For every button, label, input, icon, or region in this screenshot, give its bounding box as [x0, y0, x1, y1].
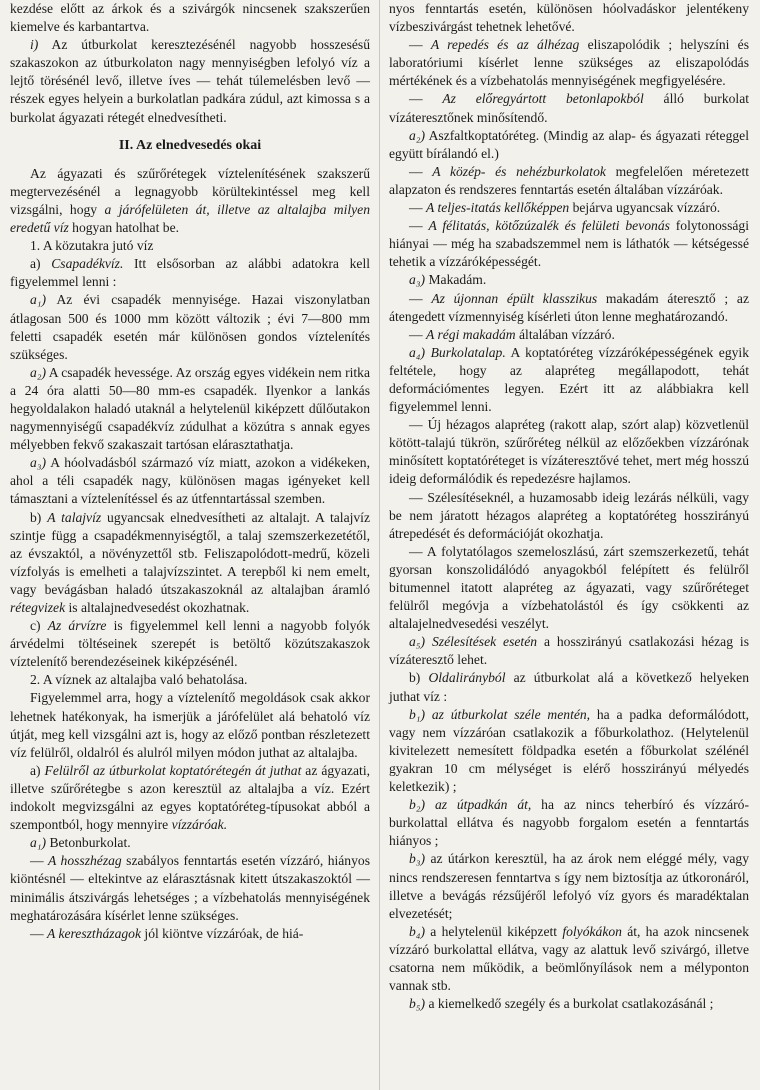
italic-text: a₃): [30, 455, 47, 471]
text-run: bejárva ugyancsak vízzáró.: [569, 200, 721, 216]
paragraph: [10, 509, 370, 618]
text-run: a): [30, 256, 52, 272]
italic-text: Burkolatalap.: [430, 344, 506, 360]
italic-text: A félitatás, kötőzúzalék és felületi bevonás: [428, 218, 670, 234]
italic-text: a₂): [409, 127, 426, 143]
paragraph: [389, 217, 749, 271]
text-run: 2. A víznek az altalajba való behatolása.: [30, 672, 248, 688]
paragraph: [389, 923, 749, 995]
text-run: A koptatóréteg vízzáróképességének egyik feltétele, hogy az alapréteg megállapodott, tehát deformációmentes legyen. Ezért itt az alábbiakra kell figyelemmel lenni.: [389, 344, 749, 415]
paragraph: [10, 671, 370, 689]
text-run: szabályos fenntartás esetén vízzáró, hiányos kiöntésnél — eltekintve az elárasztásnak kitett útszakaszoktól — minimális átszivárgás lehetséges ; a vízbehatolás mennyiségének meghatározására kísérlet lenne szükséges.: [10, 853, 370, 923]
italic-text: a₁): [30, 835, 47, 851]
paragraph: [389, 90, 749, 126]
paragraph: [389, 706, 749, 796]
italic-text: b₅): [409, 996, 426, 1012]
italic-text: az útpadkán át,: [434, 797, 532, 813]
italic-text: b₃): [409, 851, 426, 867]
left-column: [10, 0, 370, 943]
text-run: A hóolvadásból származó víz miatt, azokon a vidékeken, ahol a téli csapadék nagy, különösen magas igényeket kell támasztani a víztelenítéssel és az útfenntartással szemben.: [10, 455, 370, 507]
text-run: —: [409, 326, 426, 342]
section-heading: [10, 137, 370, 155]
text-run: kezdése előtt az árkok és a szivárgók nincsenek szakszerűen kiemelve és karbantartva.: [10, 1, 370, 35]
italic-text: Az újonnan épült klasszikus: [431, 290, 598, 306]
text-run: — Szélesítéseknél, a huzamosabb ideig lezárás nélküli, vagy be nem járatott hézagos alapréteg a koptatóréteg hosszirányú átrepedését és deformációját okozhatja.: [389, 489, 749, 541]
text-run: —: [30, 925, 47, 941]
paragraph: [389, 633, 749, 669]
text-run: Az ágyazati és szűrőrétegek víztelenítésének szakszerű megtervezésénél a legnagyobb körültekintéssel meg kell vizsgálni, hogy: [10, 165, 370, 217]
paragraph: [389, 36, 749, 90]
italic-text: a₅): [409, 634, 426, 650]
text-run: Figyelemmel arra, hogy a víztelenítő megoldások csak akkor lehetnek hatékonyak, ha ismerjük a járófelület alá behatoló víz útját, meg kell vizsgálni azt is, hogy az előző pontban részletezett víz felülről, oldalról és alulról milyen módon juthat az altalajba.: [10, 690, 370, 760]
italic-text: az útburkolat széle mentén,: [431, 706, 591, 722]
text-run: ugyancsak elnedvesítheti az altalajt. A talajvíz szintje függ a csapadékmennyiségtől, a talaj szemszerkezetétől, az évszaktól, a növényzettől stb. Feliszapolódott-medrű, közeli vízfolyás is emelheti a talajvízszintet. A terepből ki nem emelt, vagy bevágásban haladó útszakaszoknál az altalajban áramló: [10, 509, 370, 597]
column-divider: [379, 0, 380, 1090]
paragraph: [10, 364, 370, 454]
italic-text: Felülről az útburkolat koptatórétegén át juthat: [44, 762, 302, 778]
paragraph: [389, 326, 749, 344]
italic-text: A hosszhézag: [48, 853, 122, 869]
italic-text: A repedés és az álhézag: [430, 37, 580, 53]
text-run: —: [409, 37, 431, 53]
paragraph: [10, 237, 370, 255]
paragraph: [10, 36, 370, 126]
paragraph: [10, 454, 370, 508]
text-run: megfelelően méretezett alapzaton és rendszeres fenntartás esetén általában vízzáróak.: [389, 163, 750, 197]
italic-text: A keresztházagok: [47, 925, 142, 941]
text-run: álló burkolat vízáteresztőnek minősítendő.: [389, 91, 749, 125]
paragraph: [389, 127, 749, 163]
text-run: —: [409, 290, 432, 306]
paragraph: [10, 762, 370, 834]
text-run: a): [30, 762, 45, 778]
text-run: A csapadék hevessége. Az ország egyes vidékein nem ritka a 24 óra alatti 50—80 mm-es csapadék. Ilyenkor a lankás hegyoldalakon haladó utaknál a helytelenül kiképzett dűlőutakon nagymennyiségű csapadékvíz zúdulhat a közútra s annak egyes mélyebben fekvő szakaszait tartósan elárasztathatja.: [10, 364, 370, 453]
paragraph: [389, 489, 749, 543]
paragraph: [389, 669, 749, 705]
italic-text: b₁): [409, 706, 426, 722]
text-run: ha a padka deformálódott, vagy nem vízzáróan csatlakozik a főburkolathoz. (Helytelenül kivitelezett nemesített földpadka esetén a főburkolat szélénél gyakran 10 cm mélységet is elérő hosszirányú mélyedés keletkezik) ;: [389, 706, 750, 795]
italic-text: folyókákon: [562, 923, 622, 939]
italic-text: A teljes-itatás kellőképpen: [426, 200, 570, 216]
text-run: is altalajnedvesedést okozhatnak.: [65, 600, 250, 615]
text-run: [425, 707, 432, 722]
italic-text: Oldalirányból: [428, 670, 506, 686]
italic-text: b₂): [409, 797, 426, 813]
text-run: Az évi csapadék mennyisége. Hazai viszonylatban átlagosan 500 és 1000 mm között változik ; évi 7—800 mm feletti csapadék esetén már különösen gondos víztelenítés szükséges.: [10, 292, 370, 362]
italic-text: a₂): [30, 364, 47, 380]
paragraph: [10, 689, 370, 761]
text-run: nyos fenntartás esetén, különösen hóolvadáskor jelentékeny vízbeszivárgást tehetnek lehetővé.: [389, 1, 749, 35]
text-run: át, ha azok nincsenek vízzáró burkolattal ellátva, vagy az alattuk levő szivárgó, illetve csatorna nem működik, a beömlőnyílások nem a mélyponton vannak stb.: [389, 923, 749, 994]
paragraph: [10, 255, 370, 291]
right-column: [389, 0, 749, 1013]
italic-text: Csapadékvíz.: [51, 256, 124, 272]
paragraph: [389, 199, 749, 217]
text-run: hogyan hatolhat be.: [68, 220, 179, 236]
text-run: [425, 797, 435, 812]
text-run: jól kiöntve vízzáróak, de hiá-: [141, 925, 304, 941]
text-run: —: [409, 200, 426, 216]
text-run: a hosszirányú csatlakozási hézag is vízáteresztő lehet.: [389, 634, 749, 668]
text-run: b): [409, 670, 429, 686]
text-run: —: [409, 91, 443, 107]
italic-text: vízzáróak.: [171, 817, 228, 833]
text-run: Betonburkolat.: [46, 835, 131, 851]
text-run: Aszfaltkoptatóréteg. (Mindig az alap- és ágyazati réteggel együtt bírálandó el.): [389, 127, 749, 161]
text-run: —: [409, 163, 433, 179]
text-run: az ágyazati, illetve szűrőrétegbe s azon keresztül az altalajba a víz. Ezért indokolt megvizsgálni az egyes koptatóréteg-típusokat abból a szempontból, hogy mennyire: [10, 762, 370, 833]
italic-text: a₁): [30, 292, 47, 308]
text-run: az útárkon keresztül, ha az árok nem eléggé mély, vagy nincs rendszeresen fenntartva s így nem biztosítja az útkoronáról, illetve a bevágás rézsűjéről lefolyó víz gyors és maradéktalan elvezetését;: [389, 851, 749, 921]
text-run: b): [30, 509, 48, 525]
text-run: a helytelenül kiképzett: [425, 923, 563, 939]
text-run: — Új hézagos alapréteg (rakott alap, szórt alap) közvetlenül kötött-talajú tükrön, szűrőréteg nélkül az előzőekben vízzárónak minősített koptatóréteget is vízáteresztővé tehet, mert még hosszú ideig deformálódik és repedezésre hajlamos.: [389, 417, 749, 487]
paragraph: [389, 290, 749, 326]
paragraph: [389, 995, 749, 1013]
italic-text: a járófelületen át, illetve az altalajba milyen eredetű víz: [10, 201, 371, 236]
text-run: c): [30, 618, 48, 634]
paragraph: [10, 617, 370, 671]
italic-text: Szélesítések esetén: [431, 634, 538, 650]
paragraph: [389, 543, 749, 633]
paragraph: [10, 852, 370, 924]
italic-text: b₄): [409, 923, 426, 939]
text-run: ha az nincs teherbíró és vízzáró-burkolattal ellátva és nagyobb forgalom esetén a fenntartás hiányos ;: [389, 797, 749, 849]
text-run: eliszapolódik ; helyszíni és laboratóriumi kísérlet lenne szükséges az eliszapolódás mértékének és a vízbehatolás mennyiségének megfigyelésére.: [389, 37, 749, 89]
italic-text: A régi makadám: [426, 326, 516, 342]
paragraph: [10, 834, 370, 852]
text-run: folytonossági hiányai — még ha szabadszemmel nem is láthatók — kétségessé tehetik a vízzáróképességét.: [389, 218, 749, 270]
paragraph: [389, 0, 749, 36]
italic-text: a₄): [409, 344, 426, 360]
paragraph: [10, 925, 370, 943]
italic-text: A közép- és nehézburkolatok: [432, 163, 606, 179]
text-run: általában vízzáró.: [515, 326, 615, 342]
text-run: 1. A közutakra jutó víz: [30, 238, 154, 254]
paragraph: [389, 796, 749, 850]
paragraph: [389, 271, 749, 289]
text-run: makadám áteresztő ; az átengedett vízmennyiség kísérleti úton lenne meghatározandó.: [389, 290, 749, 324]
italic-text: Az árvízre: [47, 618, 107, 634]
paragraph: [389, 850, 749, 922]
text-run: [425, 634, 432, 649]
italic-text: Az előregyártott betonlapokból: [442, 91, 644, 107]
paragraph: [10, 291, 370, 363]
text-run: Itt elsősorban az alábbi adatokra kell figyelemmel lenni :: [10, 256, 370, 290]
italic-text: A talajvíz: [47, 509, 102, 525]
text-run: az útburkolat alá a következő helyeken juthat víz :: [389, 670, 749, 704]
paragraph: [389, 163, 749, 199]
paragraph: [10, 165, 370, 237]
italic-text: i): [30, 37, 39, 53]
text-run: —: [30, 853, 49, 869]
text-run: II. Az elnedvesedés okai: [118, 137, 262, 153]
paragraph: [389, 416, 749, 488]
text-run: Makadám.: [425, 272, 487, 288]
italic-text: a₃): [409, 272, 426, 288]
text-run: —: [409, 218, 429, 234]
text-run: Az útburkolat keresztezésénél nagyobb hosszesésű szakaszokon az útburkolaton nagy mennyiségben lefolyó víz a lejtő törésénél levő, illetve íves — tehát túlemelésben levő — részek egyes helyein a burkolatlan padkára zúdul, azt kimossa s a burkolat ágyazati rétegét elnedvesítheti.: [10, 37, 370, 125]
text-run: is figyelemmel kell lenni a nagyobb folyók árvédelmi töltéseinek szerepét is betöltő közútszakaszok víztelenítő berendezéseinek kiképzésénél.: [10, 618, 371, 670]
text-run: a kiemelkedő szegély és a burkolat csatlakozásánál ;: [425, 996, 714, 1012]
paragraph: [389, 344, 749, 416]
text-run: — A folytatólagos szemeloszlású, zárt szemszerkezetű, tehát gyorsan konszolidálódó anyagokból felépített és felülről bitumennel itatott alapréteg az ágyazati, vagy szűrőréteget felülről megóvja a vízbehatolástól és így csökkenti az altalajelnedvesedési veszélyt.: [389, 543, 749, 632]
paragraph: [10, 0, 370, 36]
italic-text: rétegvizek: [10, 600, 66, 615]
